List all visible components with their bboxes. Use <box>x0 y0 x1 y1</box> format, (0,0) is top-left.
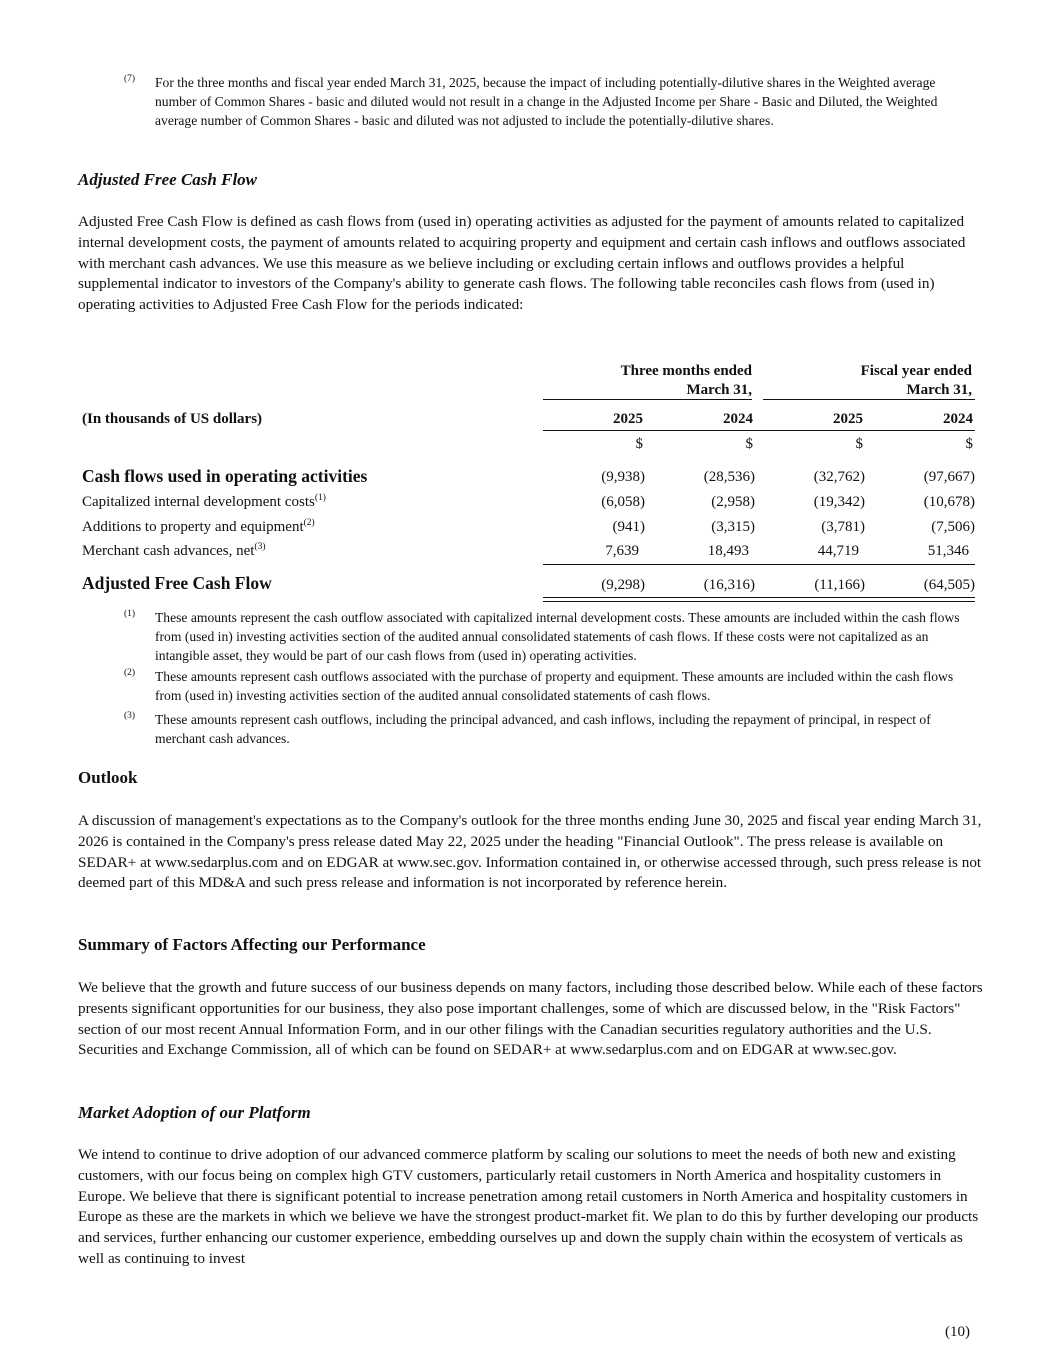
year-col-1: 2025 <box>613 411 643 427</box>
cell-r1-c3: (19,342) <box>813 494 865 510</box>
cell-r3-c1: 7,639 <box>605 543 639 559</box>
footnote-mark: (2) <box>124 668 136 678</box>
total-double-rule <box>543 597 975 602</box>
row-sup: (3) <box>254 542 266 552</box>
row-sup: (2) <box>303 518 315 528</box>
cell-r0-c3: (32,762) <box>813 469 865 485</box>
row-text: Capitalized internal development costs <box>82 494 315 510</box>
header-line: March 31, <box>906 382 972 398</box>
row-text: Merchant cash advances, net <box>82 543 255 559</box>
cell-r0-c1: (9,938) <box>601 469 645 485</box>
section-heading-adjusted-fcf: Adjusted Free Cash Flow <box>78 170 258 189</box>
footnote-mark: (3) <box>124 711 136 721</box>
footnote-text: For the three months and fiscal year ended March 31, 2025, because the impact of including potentially-dilutive shares in the Weighted average number of Common Shares - basic and diluted would not result in a change in the Adjusted Income per Share - Basic and Diluted, the Weighted average number of Common Shares - basic and diluted was not adjusted to include the potentially-dilutive shares. <box>155 75 938 128</box>
row-text: Additions to property and equipment <box>82 519 304 535</box>
page-number: (10) <box>945 1324 970 1340</box>
cell-r2-c4: (7,506) <box>931 519 975 535</box>
year-underline <box>543 430 975 431</box>
currency-col-1: $ <box>635 436 643 452</box>
row-label-operating: Cash flows used in operating activities <box>82 466 368 486</box>
header-line: March 31, <box>686 382 752 398</box>
header-line: Fiscal year ended <box>860 363 972 379</box>
cell-r0-c2: (28,536) <box>703 469 755 485</box>
unit-label: (In thousands of US dollars) <box>82 411 263 427</box>
row-label-total: Adjusted Free Cash Flow <box>82 573 272 593</box>
outlook-text: A discussion of management's expectations as to the Company's outlook for the three months ending June 30, 2025 and fiscal year ending March 31, 2026 is contained in the Company's press release dated May 22, 2025 under the heading "Financial Outlook". The press release is available on SEDAR+ at www.sedarplus.com and on EDGAR at www.sec.gov. Information contained in, or otherwise accessed through, such press release is not deemed part of this MD&A and such press release and information is not incorporated by reference herein. <box>78 812 982 892</box>
row-label-capitalized <box>82 492 326 513</box>
footnote-mark: (7) <box>124 74 136 84</box>
year-col-2: 2024 <box>723 411 753 427</box>
header-three-months <box>560 362 752 400</box>
row-label-property <box>82 517 315 538</box>
footnote-mark: (1) <box>124 609 136 619</box>
section-heading-outlook: Outlook <box>78 768 138 787</box>
cell-r1-c4: (10,678) <box>923 494 975 510</box>
section-heading-summary: Summary of Factors Affecting our Performance <box>78 935 426 954</box>
cell-total-c3: (11,166) <box>814 577 865 593</box>
cell-total-c2: (16,316) <box>703 577 755 593</box>
currency-col-3: $ <box>855 436 863 452</box>
market-adoption-text: We intend to continue to drive adoption of our advanced commerce platform by scaling our solutions to meet the needs of both new and existing customers, with our focus being on complex high GTV customers, particularly retail customers in North America and hospitality customers in Europe. We believe that there is significant potential to increase penetration among retail customers in North America and hospitality customers in Europe as these are the markets in which we believe we have the strongest product-market fit. We plan to do this by further developing our products and services, further enhancing our customer experience, embedding ourselves up and down the supply chain within the ecosystem of verticals as well as continuing to invest <box>78 1146 979 1267</box>
cell-r2-c2: (3,315) <box>711 519 755 535</box>
header-underline <box>763 399 975 400</box>
cell-r3-c3: 44,719 <box>817 543 859 559</box>
header-line: Three months ended <box>620 363 752 379</box>
summary-text: We believe that the growth and future success of our business depends on many factors, including those described below. While each of these factors presents significant opportunities for our business, they also pose important challenges, some of which are discussed below, in the "Risk Factors" section of our most recent Annual Information Form, and in our other filings with the Canadian securities regulatory authorities and the U.S. Securities and Exchange Commission, all of which can be found on SEDAR+ at www.sedarplus.com and on EDGAR at www.sec.gov. <box>78 979 983 1059</box>
header-fiscal-year <box>780 362 972 400</box>
row-sup: (1) <box>314 493 326 503</box>
cell-r1-c1: (6,058) <box>601 494 645 510</box>
year-col-4: 2024 <box>943 411 973 427</box>
cell-r0-c4: (97,667) <box>923 469 975 485</box>
header-underline <box>543 399 752 400</box>
cell-total-c4: (64,505) <box>923 577 975 593</box>
adjusted-fcf-intro: Adjusted Free Cash Flow is defined as cash flows from (used in) operating activities as adjusted for the payment of amounts related to capitalized internal development costs, the payment of amounts related to acquiring property and equipment and certain cash inflows and outflows associated with merchant cash advances. We use this measure as we believe including or excluding certain inflows and outflows provides a helpful supplemental indicator to investors of the Company's ability to generate cash flows. The following table reconciles cash flows from (used in) operating activities to Adjusted Free Cash Flow for the periods indicated: <box>78 213 966 314</box>
section-heading-market-adoption: Market Adoption of our Platform <box>78 1103 311 1122</box>
cell-r3-c2: 18,493 <box>707 543 749 559</box>
cell-r2-c3: (3,781) <box>821 519 865 535</box>
cell-r3-c4: 51,346 <box>927 543 969 559</box>
footnote-text: These amounts represent cash outflows, including the principal advanced, and cash inflows, including the repayment of principal, in respect of merchant cash advances. <box>155 712 931 746</box>
row-label-merchant <box>82 541 266 562</box>
cell-r2-c1: (941) <box>612 519 645 535</box>
footnote-text: These amounts represent cash outflows associated with the purchase of property and equipment. These amounts are included within the cash flows from (used in) investing activities section of the audited annual consolidated statements of cash flows. <box>155 669 954 703</box>
footnote-text: These amounts represent the cash outflow associated with capitalized internal development costs. These amounts are included within the cash flows from (used in) investing activities section of the audited annual consolidated statements of cash flows. If these costs were not capitalized as an intangible asset, they would be part of our cash flows from (used in) operating activities. <box>155 610 960 663</box>
currency-col-4: $ <box>965 436 973 452</box>
year-col-3: 2025 <box>833 411 863 427</box>
subtotal-rule <box>543 564 975 565</box>
cell-total-c1: (9,298) <box>601 577 645 593</box>
currency-col-2: $ <box>745 436 753 452</box>
cell-r1-c2: (2,958) <box>711 494 755 510</box>
